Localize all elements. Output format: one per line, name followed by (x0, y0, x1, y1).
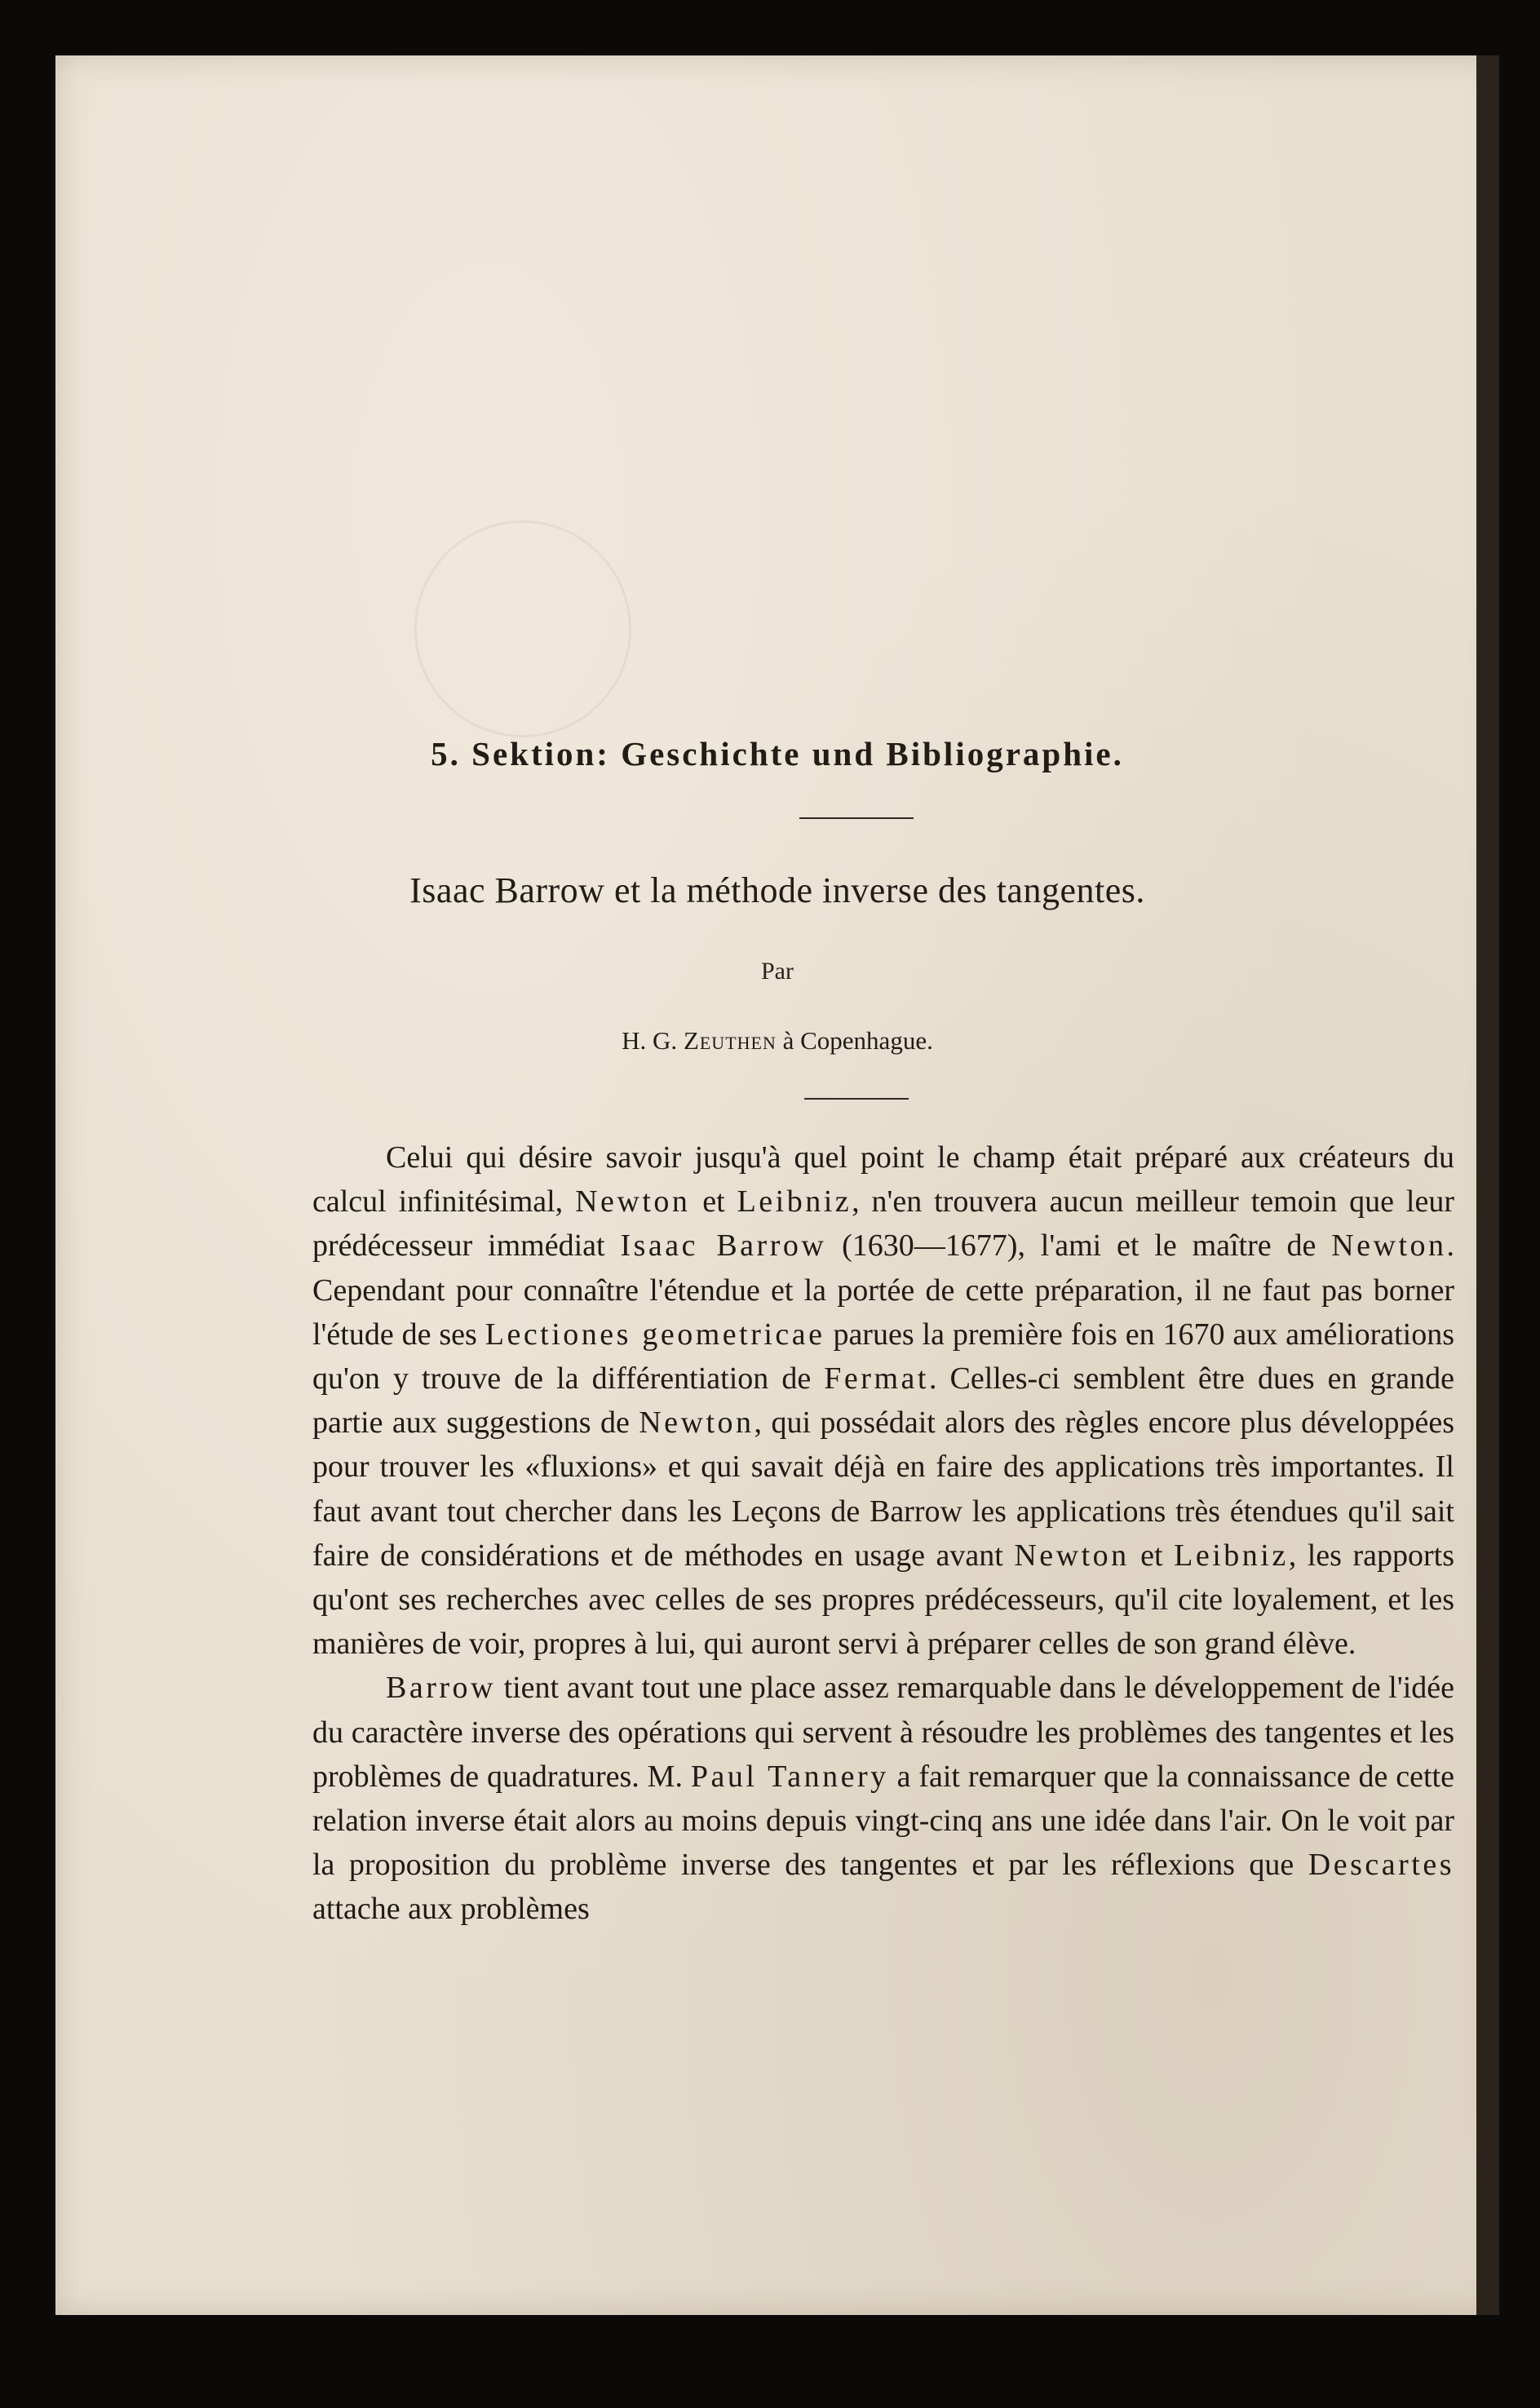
author-initials: H. G. (622, 1026, 678, 1055)
spaced-name: Isaac Barrow (620, 1228, 827, 1264)
text-run: , qui possédait alors des règles encore plus développées pour trouver les «fluxions» et qui savait déjà en faire des applications très importantes. Il faut avant tout chercher dans les Leçons de Barrow les applications très étendues qu'il sait faire de considérations et de méthodes en usage avant (312, 1405, 1454, 1573)
text-run: Celui qui désire savoir jusqu'à quel point le champ était préparé aux créateurs du calcul infinitésimal, (312, 1140, 1454, 1219)
spaced-name: Leibniz (737, 1184, 852, 1219)
text-run: et (690, 1184, 737, 1219)
title-rule-bottom (804, 1098, 909, 1100)
text-run: tient avant tout une place assez remarquable dans le développement de l'idée du caractère inverse des opérations qui servent à résoudre les problèmes des tangentes et les problèmes de quadratures. M. (312, 1671, 1454, 1794)
text-run: parues la première fois en 1670 aux améliorations qu'on y trouve de la différentiation de (312, 1317, 1454, 1397)
spaced-name: Lectiones geometricae (485, 1317, 825, 1352)
text-run: . Cependant pour connaître l'étendue et la portée de cette préparation, il ne faut pas borner l'étude de ses (312, 1228, 1454, 1352)
show-through-figure (414, 520, 631, 737)
text-run: , les rapports qu'ont ses recherches avec celles de ses propres prédécesseurs, qu'il cite loyalement, et les manières de voir, propres à lui, qui auront servi à préparer celles de son grand élève. (312, 1538, 1454, 1662)
page-sheet (55, 55, 1499, 2315)
spaced-name: Newton (1014, 1538, 1130, 1573)
paragraph-1 (312, 1135, 1454, 1666)
paragraph-2 (312, 1666, 1454, 1931)
spaced-name: Barrow (386, 1671, 496, 1706)
author-line (55, 1026, 1499, 1056)
body-text (312, 1135, 1454, 1932)
spaced-name: Newton (1331, 1228, 1447, 1264)
byline-par: Par (761, 958, 794, 985)
text-run: attache aux problèmes (312, 1892, 590, 1927)
spaced-name: Fermat (824, 1361, 929, 1397)
text-run: . Celles-ci semblent être dues en grande partie aux suggestions de (312, 1361, 1455, 1441)
text-run: , n'en trouvera aucun meilleur temoin que leur prédécesseur immédiat (312, 1184, 1454, 1264)
section-title: 5. Sektion: Geschichte und Bibliographie. (431, 735, 1124, 772)
text-run: et (1129, 1538, 1175, 1573)
text-run: a fait remarquer que la connaissance de cette relation inverse était alors au moins depuis vingt-cinq ans une idée dans l'air. On le voit par la proposition du problème inverse des tangentes et par les réflexions que (312, 1759, 1454, 1883)
author-name: Zeuthen (683, 1026, 777, 1055)
spaced-name: Descartes (1308, 1848, 1454, 1883)
spaced-name: Paul Tannery (690, 1759, 889, 1794)
spaced-name: Newton (575, 1184, 691, 1219)
spaced-name: Leibniz (1174, 1538, 1289, 1573)
text-run: (1630—1677), l'ami et le maître de (826, 1228, 1332, 1264)
author-location: à Copenhague. (782, 1026, 933, 1055)
article-title: Isaac Barrow et la méthode inverse des tangentes. (409, 870, 1145, 910)
page-right-edge (1476, 55, 1499, 2315)
spaced-name: Newton (639, 1405, 755, 1441)
title-rule-top (799, 817, 914, 819)
